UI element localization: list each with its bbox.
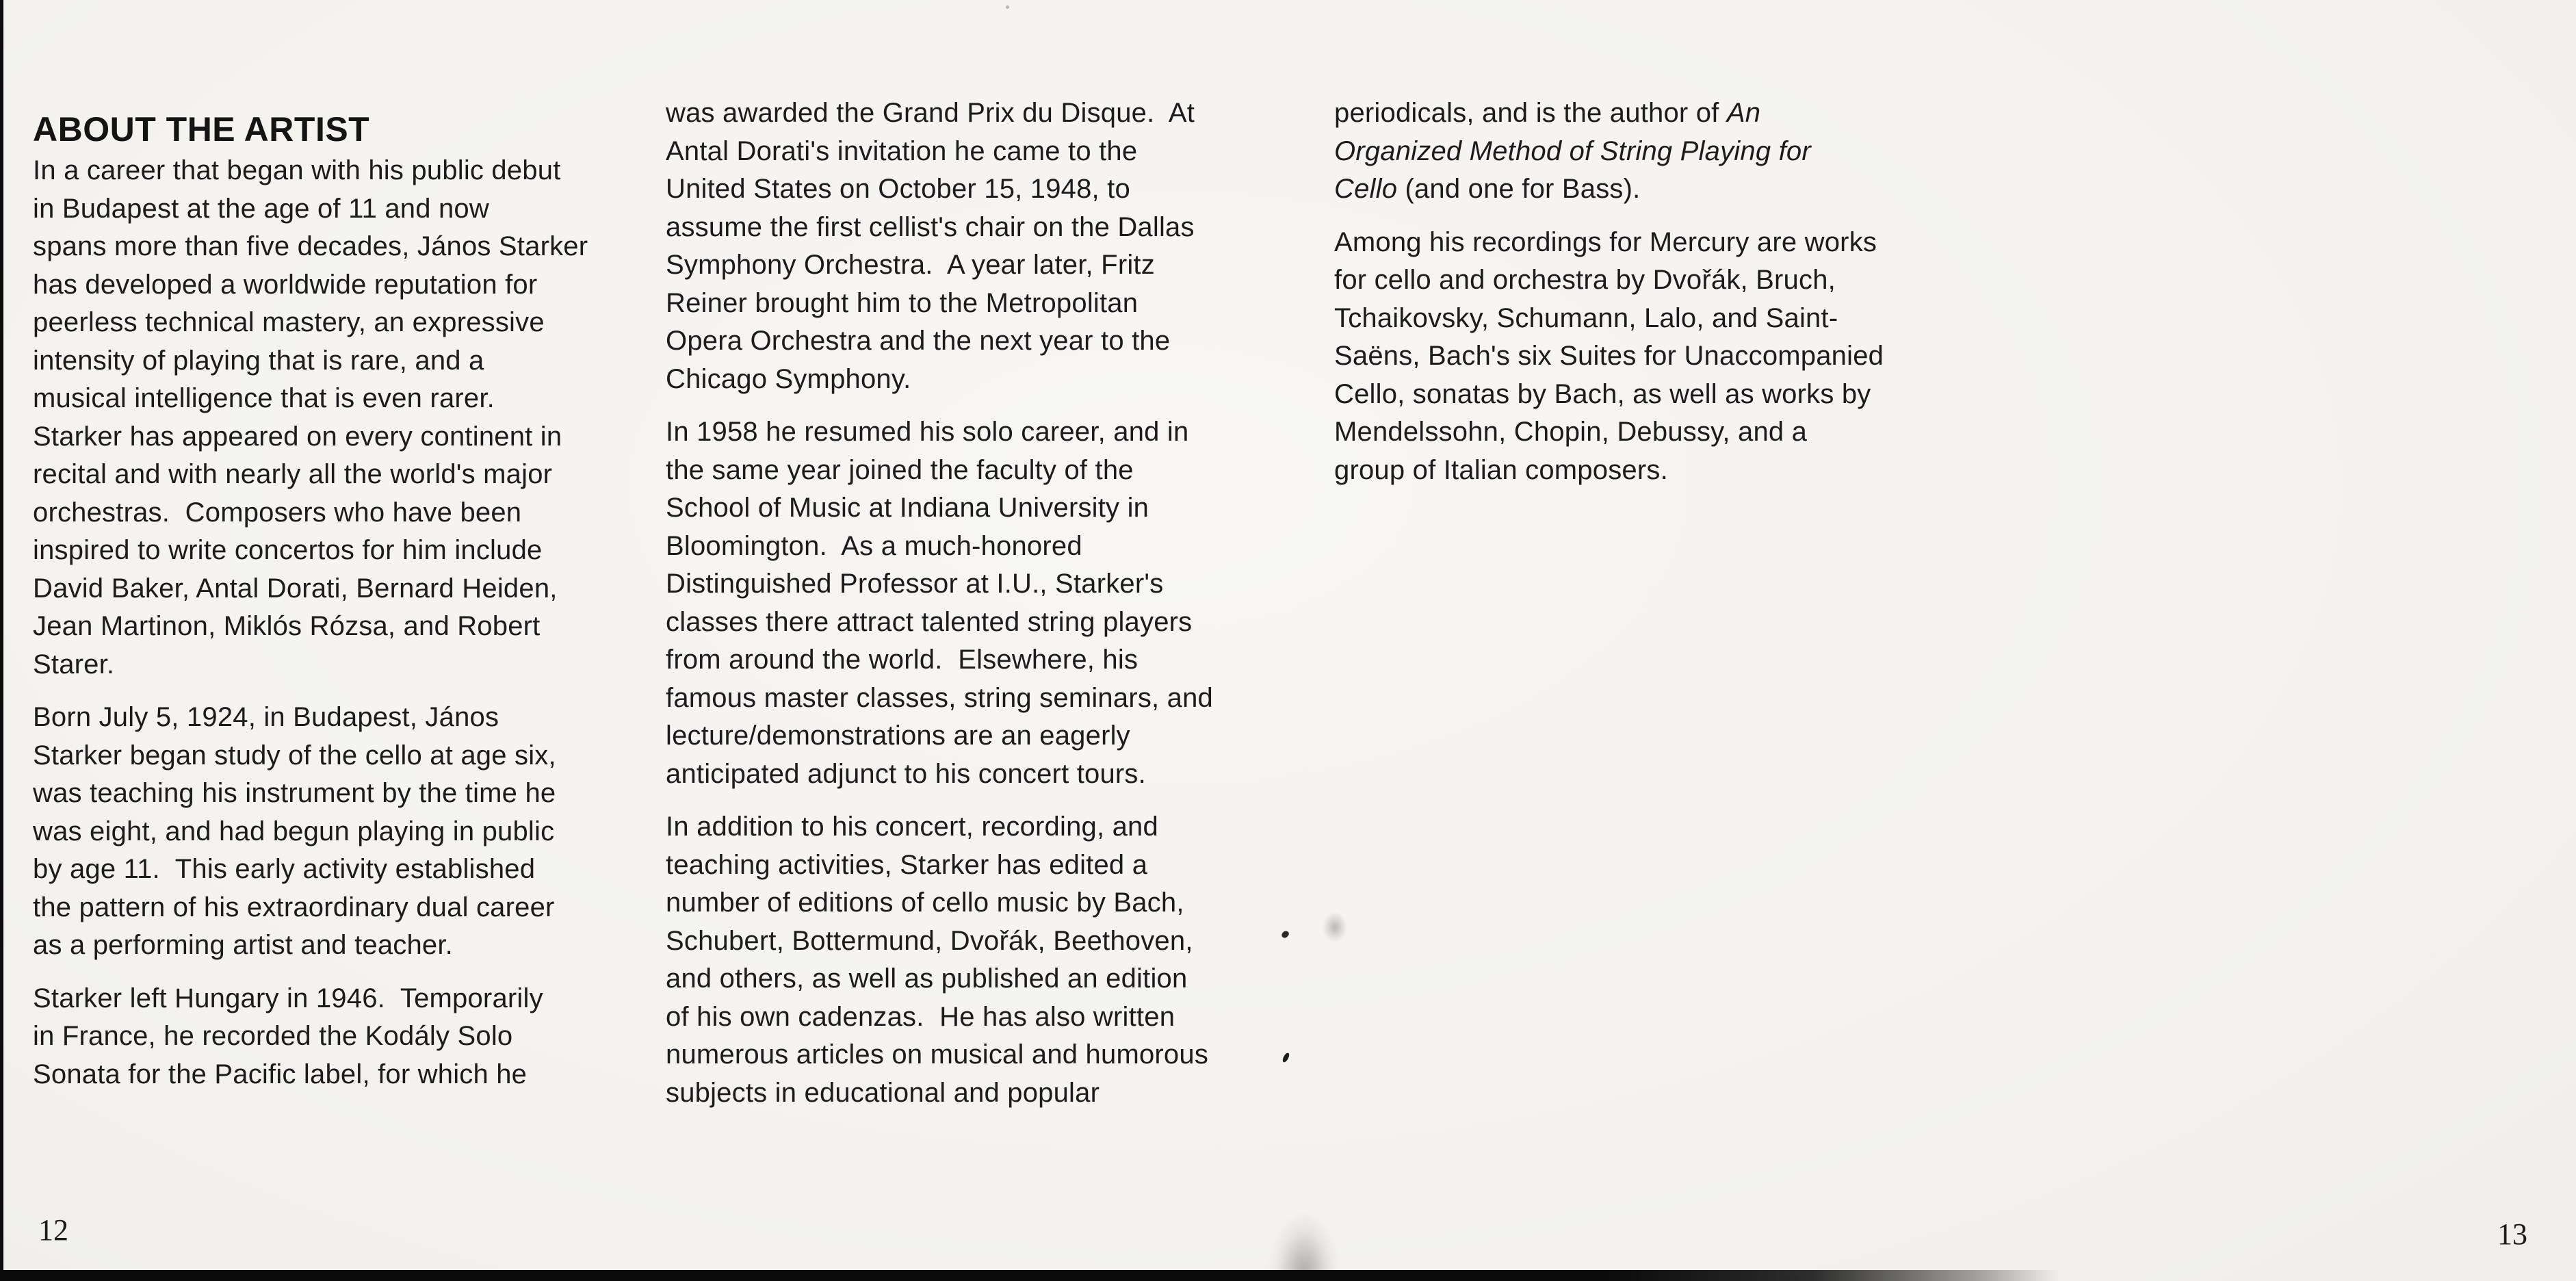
- text-line: Jean Martinon, Miklós Rózsa, and Robert: [33, 611, 541, 641]
- page-number-left: 12: [38, 1213, 68, 1247]
- text-column-center: [666, 94, 1316, 1112]
- text-line: Starker left Hungary in 1946. Temporarily: [33, 983, 543, 1013]
- text-line: Opera Orchestra and the next year to the: [666, 326, 1171, 356]
- paragraph: [666, 808, 1316, 1112]
- paragraph: [33, 980, 690, 1094]
- paragraph: [666, 413, 1316, 793]
- text-line: numerous articles on musical and humorous: [666, 1039, 1209, 1070]
- text-line: Chicago Symphony.: [666, 363, 911, 394]
- text-line: In 1958 he resumed his solo career, and in: [666, 417, 1189, 447]
- text-line: the same year joined the faculty of the: [666, 454, 1134, 485]
- text-line: for cello and orchestra by Dvořák, Bruch,: [1334, 265, 1836, 295]
- text-line: group of Italian composers.: [1334, 454, 1668, 485]
- text-line: famous master classes, string seminars, and: [666, 682, 1214, 713]
- text-line: Cello, sonatas by Bach, as well as works by: [1334, 378, 1871, 409]
- text-line: spans more than five decades, János Starker: [33, 231, 588, 261]
- text-line: [1334, 170, 2018, 209]
- text-line: recital and with nearly all the world's major: [33, 459, 553, 489]
- scan-bottom-bar: [0, 1270, 2059, 1281]
- text-line: Distinguished Professor at I.U., Starker's: [666, 569, 1164, 599]
- text-line: was eight, and had begun playing in public: [33, 816, 555, 846]
- paragraph: [666, 94, 1316, 398]
- section-title: ABOUT THE ARTIST: [33, 109, 370, 148]
- text-line: Born July 5, 1924, in Budapest, János: [33, 702, 499, 732]
- text-line: In addition to his concert, recording, and: [666, 812, 1158, 842]
- text-line: anticipated adjunct to his concert tours.: [666, 758, 1146, 789]
- text-line: and others, as well as published an edition: [666, 963, 1188, 994]
- text-line: [1334, 133, 2018, 171]
- paragraph: [1334, 224, 2018, 490]
- text-line: Antal Dorati's invitation he came to the: [666, 135, 1138, 166]
- text-line: [1334, 94, 2018, 133]
- text-line: United States on October 15, 1948, to: [666, 174, 1130, 204]
- text-line: David Baker, Antal Dorati, Bernard Heiden,: [33, 573, 558, 604]
- text-line: was teaching his instrument by the time he: [33, 778, 556, 808]
- scan-blotch-artifact: [1323, 912, 1347, 942]
- text-line: Saëns, Bach's six Suites for Unaccompanied: [1334, 341, 1884, 371]
- italic-text-segment: Organized Method of String Playing for: [1334, 135, 1811, 166]
- text-line: Sonata for the Pacific label, for which he: [33, 1059, 528, 1089]
- text-line: from around the world. Elsewhere, his: [666, 645, 1139, 675]
- text-line: School of Music at Indiana University in: [666, 493, 1149, 523]
- text-line: as a performing artist and teacher.: [33, 930, 453, 960]
- text-line: in France, he recorded the Kodály Solo: [33, 1021, 513, 1051]
- text-line: Symphony Orchestra. A year later, Fritz: [666, 250, 1155, 280]
- text-line: the pattern of his extraordinary dual career: [33, 892, 555, 922]
- paragraph: [33, 152, 690, 684]
- text-column-right: [1334, 94, 2018, 489]
- text-line: subjects in educational and popular: [666, 1077, 1100, 1108]
- italic-text-segment: An: [1726, 98, 1761, 128]
- text-line: in Budapest at the age of 11 and now: [33, 193, 489, 224]
- text-line: was awarded the Grand Prix du Disque. At: [666, 98, 1195, 128]
- text-line: Starker began study of the cello at age six,: [33, 740, 556, 771]
- text-line: In a career that began with his public debut: [33, 155, 561, 185]
- text-line: inspired to write concertos for him include: [33, 535, 543, 565]
- text-segment: (and one for Bass).: [1397, 174, 1641, 204]
- text-line: teaching activities, Starker has edited a: [666, 849, 1148, 880]
- text-line: Bloomington. As a much-honored: [666, 530, 1082, 561]
- text-line: Among his recordings for Mercury are works: [1334, 227, 1877, 257]
- text-line: musical intelligence that is even rarer.: [33, 383, 495, 413]
- text-line: Mendelssohn, Chopin, Debussy, and a: [1334, 417, 1808, 447]
- text-line: of his own cadenzas. He has also written: [666, 1001, 1175, 1032]
- text-line: Starer.: [33, 649, 115, 680]
- scan-smudge-artifact: [1270, 1192, 1338, 1274]
- text-line: Starker has appeared on every continent in: [33, 421, 562, 452]
- italic-text-segment: Cello: [1334, 174, 1398, 204]
- scan-speck: [1006, 5, 1009, 9]
- text-line: lecture/demonstrations are an eagerly: [666, 721, 1130, 751]
- text-line: has developed a worldwide reputation for: [33, 269, 538, 300]
- text-segment: periodicals, and is the author of: [1334, 98, 1727, 128]
- text-line: peerless technical mastery, an expressive: [33, 307, 545, 337]
- text-line: orchestras. Composers who have been: [33, 497, 522, 528]
- text-line: Reiner brought him to the Metropolitan: [666, 287, 1139, 318]
- text-column-left: [33, 152, 690, 1094]
- text-line: classes there attract talented string players: [666, 606, 1193, 637]
- scan-edge-line: [0, 0, 3, 1281]
- text-line: by age 11. This early activity established: [33, 854, 536, 884]
- text-line: number of editions of cello music by Bach,: [666, 888, 1184, 918]
- paragraph: [1334, 94, 2018, 209]
- text-line: Schubert, Bottermund, Dvořák, Beethoven,: [666, 925, 1193, 956]
- paragraph: [33, 699, 690, 965]
- text-line: intensity of playing that is rare, and a: [33, 345, 484, 376]
- text-line: assume the first cellist's chair on the Dallas: [666, 211, 1195, 242]
- page-number-right: 13: [2497, 1217, 2527, 1251]
- text-line: Tchaikovsky, Schumann, Lalo, and Saint-: [1334, 302, 1838, 333]
